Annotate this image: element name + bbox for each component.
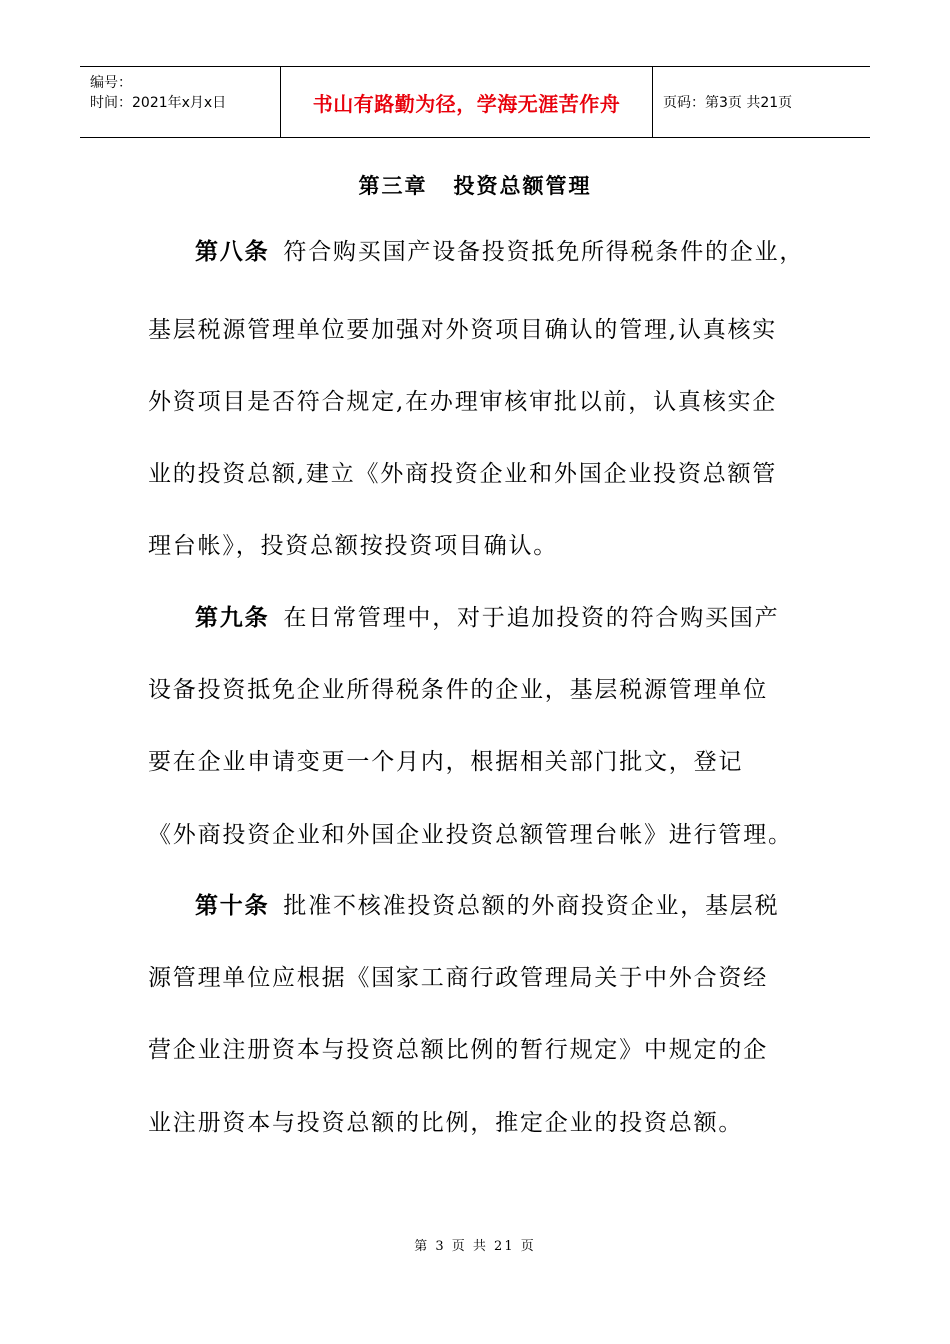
article-8-line: 理台帐》，投资总额按投资项目确认。 (148, 533, 559, 559)
article-9-line: 设备投资抵免企业所得税条件的企业，基层税源管理单位 (148, 677, 768, 703)
article-10-line: 营企业注册资本与投资总额比例的暂行规定》中规定的企 (148, 1037, 768, 1063)
article-9-first-line (195, 599, 779, 632)
chapter-number: 第三章 (358, 173, 428, 198)
article-8-first-line (195, 233, 804, 266)
header-motto: 书山有路勤为径，学海无涯苦作舟 (281, 67, 653, 137)
article-9-label: 第九条 (195, 604, 270, 631)
article-10-text: 批准不核准投资总额的外商投资企业，基层税 (283, 893, 780, 919)
article-10-first-line (195, 887, 779, 920)
date-label: 时间：2021年x月x日 (90, 95, 227, 111)
article-10-line: 业注册资本与投资总额的比例，推定企业的投资总额。 (148, 1110, 744, 1136)
article-8-line: 基层税源管理单位要加强对外资项目确认的管理,认真核实 (148, 317, 778, 343)
article-10-label: 第十条 (195, 892, 270, 919)
header-meta (80, 67, 281, 137)
article-9-line: 《外商投资企业和外国企业投资总额管理台帐》进行管理。 (148, 822, 793, 848)
page-footer: 第 3 页 共 21 页 (414, 1239, 536, 1254)
article-8-line: 外资项目是否符合规定,在办理审核审批以前，认真核实企 (148, 389, 778, 415)
article-8-label: 第八条 (195, 238, 270, 265)
chapter-heading (0, 170, 950, 200)
article-8-text: 符合购买国产设备投资抵免所得税条件的企业， (283, 239, 805, 265)
article-9-text: 在日常管理中，对于追加投资的符合购买国产 (283, 605, 780, 631)
number-label: 编号： (90, 75, 132, 91)
article-9-line: 要在企业申请变更一个月内，根据相关部门批文，登记 (148, 749, 744, 775)
article-10-line: 源管理单位应根据《国家工商行政管理局关于中外合资经 (148, 965, 768, 991)
article-8-line: 业的投资总额,建立《外商投资企业和外国企业投资总额管 (148, 461, 778, 487)
chapter-title: 投资总额管理 (453, 173, 592, 198)
document-header (80, 66, 870, 138)
header-page-label: 页码：第3页 共21页 (663, 95, 793, 111)
